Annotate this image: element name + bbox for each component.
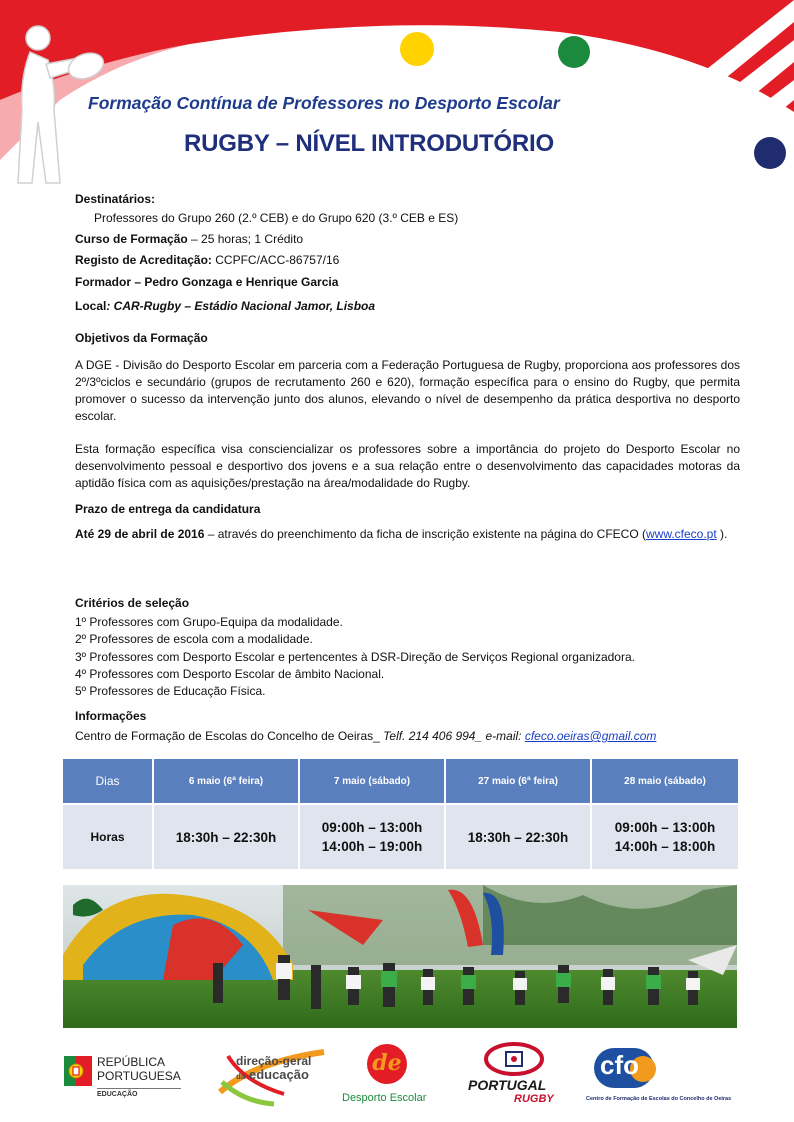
- day-cell: 28 maio (sábado): [591, 758, 739, 804]
- informacoes-text: Centro de Formação de Escolas do Concelho de Oeiras_: [75, 729, 380, 743]
- schedule-hours-row: [62, 804, 739, 870]
- registo-line: [75, 253, 339, 267]
- cfo-logo: [586, 1042, 766, 1108]
- republica-portuguesa-logo: [64, 1042, 194, 1108]
- dge-line3: educação: [248, 1067, 309, 1082]
- hours-cell: [299, 804, 445, 870]
- local-line: [75, 299, 375, 313]
- rugby-training-photo: [63, 885, 737, 1028]
- informacoes-telf: Telf. 214 406 994_ e-mail:: [379, 729, 525, 743]
- hours-cell: [153, 804, 299, 870]
- yellow-dot: [400, 32, 434, 66]
- criterio-item: 4º Professores com Desporto Escolar de âmbito Nacional.: [75, 667, 385, 681]
- formador-line: Formador – Pedro Gonzaga e Henrique Garcia: [75, 275, 339, 289]
- dge-line2: da: [236, 1072, 246, 1081]
- criterio-item: 5º Professores de Educação Física.: [75, 684, 266, 698]
- republica-line3: EDUCAÇÃO: [97, 1088, 181, 1098]
- hours-line: 09:00h – 13:00h: [321, 820, 423, 835]
- prazo-paragraph: [75, 526, 740, 543]
- de-mark: de: [367, 1044, 407, 1084]
- desporto-escolar-logo: [340, 1042, 445, 1108]
- objetivos-paragraph-1: A DGE - Divisão do Desporto Escolar em parceria com a Federação Portuguesa de Rugby, proporciona aos professores dos 2º/3ºciclos e secundário (grupos de recrutamento 260 e 620), formação específica para o ensino do Rugby, que permita promover o sucesso da intervenção junto dos alunos, elevando o nível de desempenho da prática desportiva no desporto escolar.: [75, 358, 740, 423]
- local-label: Local: [75, 299, 107, 313]
- criterio-item: 1º Professores com Grupo-Equipa da modalidade.: [75, 615, 343, 629]
- schedule-table: [61, 757, 740, 871]
- curso-value: – 25 horas; 1 Crédito: [187, 232, 304, 246]
- informacoes-heading: Informações: [75, 709, 147, 723]
- hours-line: 14:00h – 19:00h: [321, 839, 423, 854]
- page-title: RUGBY – NÍVEL INTRODUTÓRIO: [184, 130, 554, 157]
- prazo-end: ).: [716, 527, 728, 541]
- cfeco-link[interactable]: www.cfeco.pt: [646, 527, 717, 541]
- hours-label: Horas: [62, 804, 153, 870]
- cfo-label: Centro de Formação de Escolas do Concelho de Oeiras: [586, 1096, 732, 1102]
- portugal-flag-icon: [64, 1052, 94, 1092]
- prazo-date: Até 29 de abril de 2016: [75, 527, 205, 541]
- rugby-line2: RUGBY: [514, 1093, 554, 1105]
- prazo-heading: Prazo de entrega da candidatura: [75, 502, 261, 516]
- de-label: Desporto Escolar: [342, 1092, 427, 1104]
- hours-cell: [591, 804, 739, 870]
- prazo-text: – através do preenchimento da ficha de inscrição existente na página do CFECO (: [204, 527, 646, 541]
- dge-line1: direção-geral: [236, 1054, 312, 1068]
- destinatarios-label: Destinatários:: [75, 192, 156, 206]
- day-cell: 6 maio (6ª feira): [153, 758, 299, 804]
- republica-line1: REPÚBLICA: [97, 1055, 166, 1069]
- criterio-item: 2º Professores de escola com a modalidade.: [75, 632, 313, 646]
- navy-dot: [754, 137, 786, 169]
- green-dot: [558, 36, 590, 68]
- day-cell: 7 maio (sábado): [299, 758, 445, 804]
- objetivos-paragraph-2: Esta formação específica visa consciencializar os professores sobre a importância do projeto do Desporto Escolar no desenvolvimento pessoal e desportivo dos jovens e a sua relação entre o desenvolvimento das capacidades motoras da aptidão física com as aquisições/prestação na área/modalidade do Rugby.: [75, 442, 740, 490]
- criterio-item: 3º Professores com Desporto Escolar e pertencentes à DSR-Direção de Serviços Regional organizadora.: [75, 650, 635, 664]
- informacoes-line: [75, 729, 656, 743]
- schedule-days-row: [62, 758, 739, 804]
- dge-logo: [214, 1042, 329, 1108]
- hours-line: 09:00h – 13:00h: [614, 820, 716, 835]
- rugby-ball-icon: [484, 1042, 544, 1076]
- hours-cell: [445, 804, 591, 870]
- days-label: Dias: [62, 758, 153, 804]
- curso-label: Curso de Formação: [75, 232, 188, 246]
- rugby-line1: PORTUGAL: [468, 1077, 547, 1093]
- email-link[interactable]: cfeco.oeiras@gmail.com: [524, 729, 657, 743]
- hours-line: 14:00h – 18:00h: [614, 839, 716, 854]
- local-value: : CAR-Rugby – Estádio Nacional Jamor, Lisboa: [106, 299, 376, 313]
- registo-value: CCPFC/ACC-86757/16: [211, 253, 340, 267]
- objetivos-heading: Objetivos da Formação: [75, 331, 208, 345]
- day-cell: 27 maio (6ª feira): [445, 758, 591, 804]
- hours-line: 18:30h – 22:30h: [467, 829, 569, 845]
- hours-line: 18:30h – 22:30h: [175, 829, 277, 845]
- curso-line: [75, 232, 303, 246]
- republica-line2: PORTUGUESA: [97, 1069, 181, 1083]
- cfo-mark: cfo: [600, 1050, 639, 1080]
- destinatarios-value: Professores do Grupo 260 (2.º CEB) e do Grupo 620 (3.º CEB e ES): [94, 211, 459, 225]
- cfo-mark-box: [594, 1048, 654, 1088]
- registo-label: Registo de Acreditação:: [75, 253, 212, 267]
- portugal-rugby-logo: [466, 1042, 561, 1108]
- criterios-heading: Critérios de seleção: [75, 596, 190, 610]
- page-subtitle: Formação Contínua de Professores no Desporto Escolar: [88, 93, 560, 113]
